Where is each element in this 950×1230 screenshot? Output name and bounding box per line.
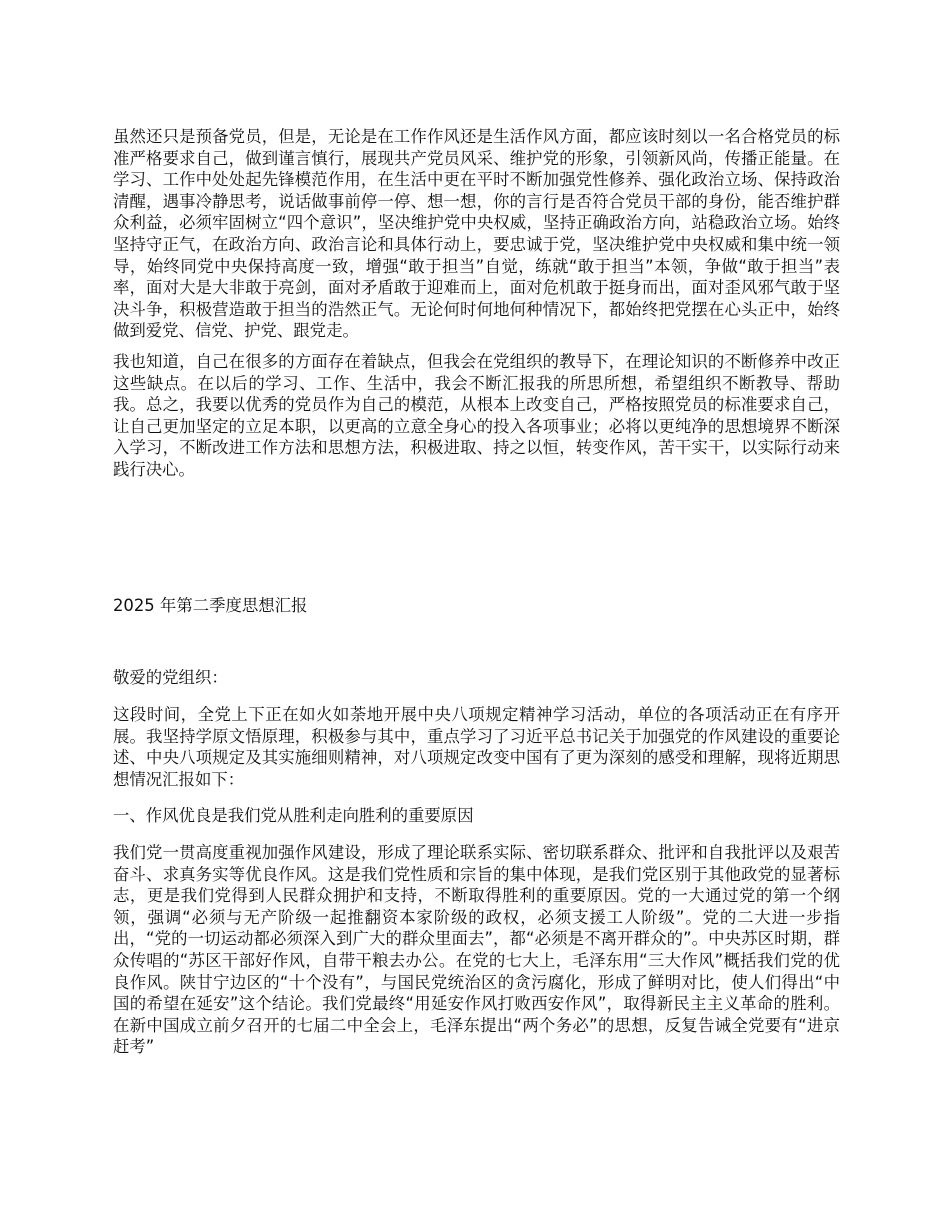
section-heading: 一、作风优良是我们党从胜利走向胜利的重要原因 bbox=[113, 806, 474, 825]
section-body-paragraph: 我们党一贯高度重视加强作风建设，形成了理论联系实际、密切联系群众、批评和自我批评以及艰苦奋斗、求真务实等优良作风。这是我们党性质和宗旨的集中体现，是我们党区别于其他政党的显著标志，更是我们党得到人民群众拥护和支持，不断取得胜利的重要原因。党的一大通过党的第一个纲领，强调“必须与无产阶级一起推翻资本家阶级的政权，必须支援工人阶级”。党的二大进一步指出，“党的一切运动都必须深入到广大的群众里面去”，都“必须是不离开群众的”。中央苏区时期，群众传唱的“苏区干部好作风，自带干粮去办公。在党的七大上，毛泽东用“三大作风”概括我们党的优良作风。陕甘宁边区的“十个没有”，与国民党统治区的贪污腐化，形成了鲜明对比，使人们得出“中国的希望在延安”这个结论。我们党最终“用延安作风打败西安作风”，取得新民主主义革命的胜利。在新中国成立前夕召开的七届二中全会上，毛泽东提出“两个务必”的思想，反复告诫全党要有“进京赶考” bbox=[113, 843, 840, 1057]
body-paragraph-1: 虽然还只是预备党员，但是，无论是在工作作风还是生活作风方面，都应该时刻以一名合格党员的标准严格要求自己，做到谨言慎行，展现共产党员风采、维护党的形象，引领新风尚，传播正能量。在学习、工作中处处起先锋模范作用，在生活中更在平时不断加强党性修养、强化政治立场、保持政治清醒，遇事冷静思考，说话做事前停一停、想一想，你的言行是否符合党员干部的身份，能否维护群众利益，必须牢固树立“四个意识”，坚决维护党中央权威，坚持正确政治方向，站稳政治立场。始终坚持守正气，在政治方向、政治言论和具体行动上，要忠诚于党，坚决维护党中央权威和集中统一领导，始终同党中央保持高度一致，增强“敢于担当”自觉，练就“敢于担当”本领，争做“敢于担当”表率，面对大是大非敢于亮剑，面对矛盾敢于迎难而上，面对危机敢于挺身而出，面对歪风邪气敢于坚决斗争，积极营造敢于担当的浩然正气。无论何时何地何种情况下，都始终把党摆在心头正中，始终做到爱党、信党、护党、跟党走。 bbox=[113, 127, 840, 341]
body-paragraph-2: 我也知道，自己在很多的方面存在着缺点，但我会在党组织的教导下，在理论知识的不断修养中改正这些缺点。在以后的学习、工作、生活中，我会不断汇报我的所思所想，希望组织不断教导、帮助我。总之，我要以优秀的党员作为自己的模范，从根本上改变自己，严格按照党员的标准要求自己，让自己更加坚定的立足本职，以更高的立意全身心的投入各项事业；必将以更纯净的思想境界不断深入学习，不断改进工作方法和思想方法，积极进取、持之以恒，转变作风，苦干实干，以实际行动来践行决心。 bbox=[113, 351, 840, 479]
document-page bbox=[113, 126, 840, 1057]
salutation: 敬爱的党组织： bbox=[113, 668, 228, 687]
intro-paragraph: 这段时间，全党上下正在如火如荼地开展中央八项规定精神学习活动，单位的各项活动正在有序开展。我坚持学原文悟原理，积极参与其中，重点学习了习近平总书记关于加强党的作风建设的重要论述、中央八项规定及其实施细则精神，对八项规定改变中国有了更为深刻的感受和理解，现将近期思想情况汇报如下： bbox=[113, 705, 840, 789]
report-title: 2025 年第二季度思想汇报 bbox=[113, 596, 308, 615]
